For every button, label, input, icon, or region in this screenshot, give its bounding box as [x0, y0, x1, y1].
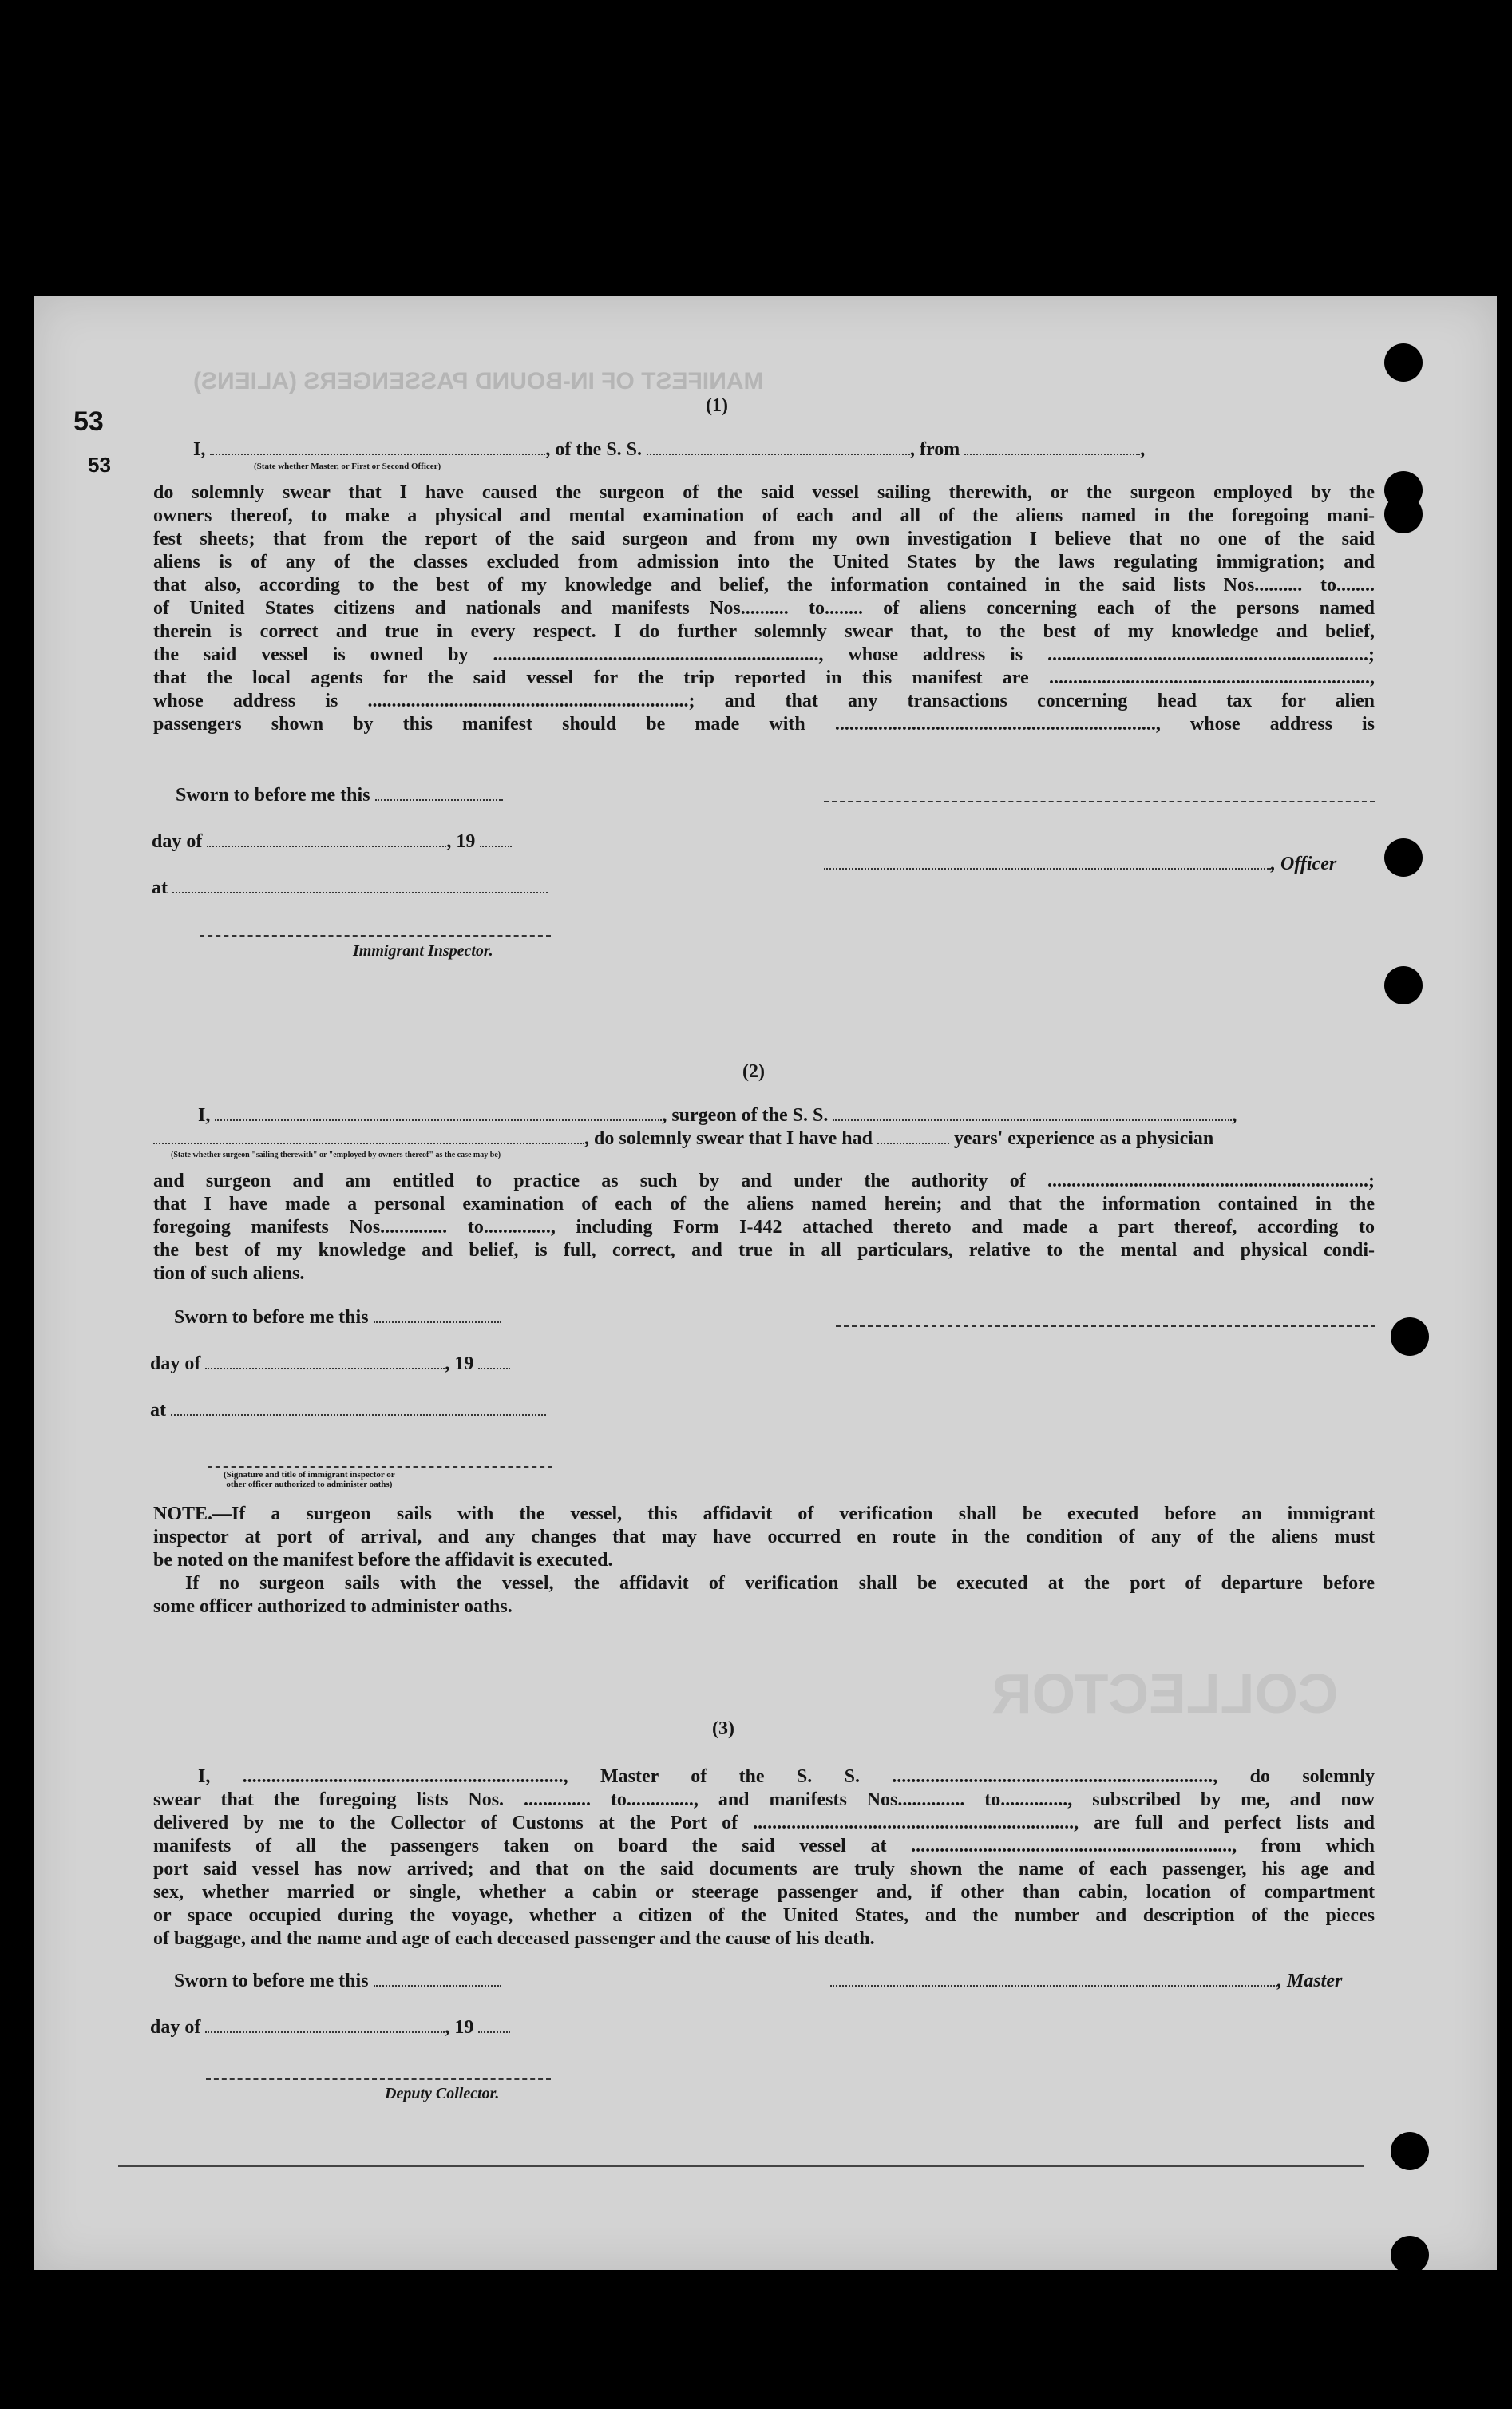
- section-1-heading: (1): [706, 395, 728, 416]
- section-2-line-2: , do solemnly swear that I have had years' experience as a physician: [153, 1128, 1213, 1150]
- signature-line: [836, 1325, 1375, 1327]
- officer-signature-line: , Officer: [824, 854, 1336, 875]
- section-2-line-1: I, , surgeon of the S. S. ,: [198, 1105, 1237, 1126]
- section-2-note: NOTE.—If a surgeon sails with the vessel, this affidavit of verification shall be executed before an immigrant inspector at port of arrival, and any changes that may have occurred en route in the condition of any of the aliens must be noted on the manifest before the affidavit is executed. If no surgeon sails with the vessel, the affidavit of verification shall be executed at the port of departure before some officer authorized to administer oaths.: [153, 1504, 1375, 1617]
- signature-line: [824, 801, 1375, 802]
- section-1-intro-line: I, , of the S. S. , from ,: [193, 439, 1146, 460]
- punch-hole: [1391, 2236, 1429, 2274]
- officer-note: (State whether Master, or First or Second Officer): [254, 462, 441, 471]
- punch-hole: [1391, 2132, 1429, 2170]
- punch-hole: [1384, 838, 1423, 877]
- margin-mark: 53: [73, 406, 104, 437]
- bleed-through-title: MANIFEST OF IN-BOUND PASSENGERS (ALIENS): [193, 368, 764, 394]
- sworn-line: Sworn to before me this: [176, 785, 503, 806]
- bottom-rule: [118, 2165, 1364, 2167]
- inspector-signature-line: [200, 935, 551, 937]
- section-1-body: do solemnly swear that I have caused the surgeon of the said vessel sailing therewith, or the surgeon employed by the owners thereof, to make a physical and mental examination of each and all of the aliens named in the foregoing mani- fest sheets; that from the report of the said surgeon and from my own investigation I believe that no one of the said aliens is of any of the classes excluded from admission into the United States by the laws regulating immigration; and that also, according to the best of my knowledge and belief, the information contained in the said lists Nos.......... to........ of United States citizens and nationals and manifests Nos.......... to........ of aliens concerning each of the persons named therein is correct and true in every respect. I do further solemnly swear that, to the best of my knowledge and belief, the said vessel is owned by ...................................................................., whose address is ...................................................................; that the local agents for the said vessel for the trip reported in this manifest are ..................................................................., whose address is ...................................................................; and that any transactions concerning head tax for alien passengers shown by this manifest should be made with ..................................................................., whose address is: [153, 482, 1375, 735]
- signature-line: [208, 1466, 552, 1468]
- sworn-line: Sworn to before me this: [174, 1307, 501, 1329]
- section-2-heading: (2): [742, 1061, 765, 1082]
- day-of-line: day of , 19: [152, 831, 512, 853]
- master-signature-line: , Master: [830, 1971, 1342, 1992]
- document-page: [34, 296, 1497, 2270]
- day-of-line: day of , 19: [150, 2017, 510, 2039]
- punch-hole: [1384, 495, 1423, 533]
- surgeon-note: (State whether surgeon "sailing therewith" or "employed by owners thereof" as the case may be): [171, 1151, 501, 1159]
- collector-label: Deputy Collector.: [385, 2085, 500, 2102]
- punch-hole: [1384, 966, 1423, 1004]
- at-line: at: [150, 1400, 546, 1421]
- punch-hole: [1384, 343, 1423, 382]
- margin-mark: 53: [88, 453, 111, 477]
- at-line: at: [152, 878, 548, 899]
- punch-hole: [1391, 1317, 1429, 1356]
- sworn-line: Sworn to before me this: [174, 1971, 501, 1992]
- day-of-line: day of , 19: [150, 1353, 510, 1375]
- inspector-label: Immigrant Inspector.: [353, 942, 493, 960]
- bleed-through-stamp: COLLECTOR: [992, 1662, 1339, 1725]
- signature-note: (Signature and title of immigrant inspector or other officer authorized to administer oaths): [224, 1470, 395, 1489]
- collector-signature-line: [206, 2078, 551, 2080]
- section-2-body: and surgeon and am entitled to practice as such by and under the authority of ...................................................................; that I have made a personal examination of each of the aliens named herein; and that the information contained in the foregoing manifests Nos.............. to.............., including Form I-442 attached thereto and made a part thereof, according to the best of my knowledge and belief, is full, correct, and true in all particulars, relative to the mental and physical condi- tion of such aliens.: [153, 1171, 1375, 1284]
- section-3-heading: (3): [712, 1718, 734, 1739]
- section-3-body: I, ..................................................................., Master of the S. S. ..................................................................., do solemnly swear that the foregoing lists Nos. .............. to.............., and manifests Nos.............. to.............., subscribed by me, and now delivered by me to the Collector of Customs at the Port of ..................................................................., are full and perfect lists and manifests of all the passengers taken on board the said vessel at ..................................................................., from which port said vessel has now arrived; and that on the said documents are truly shown the name of each passenger, his age and sex, whether married or single, whether a cabin or steerage passenger and, if other than cabin, location of compartment or space occupied during the voyage, whether a citizen of the United States, and the number and description of the pieces of baggage, and the name and age of each deceased passenger and the cause of his death.: [153, 1766, 1375, 1949]
